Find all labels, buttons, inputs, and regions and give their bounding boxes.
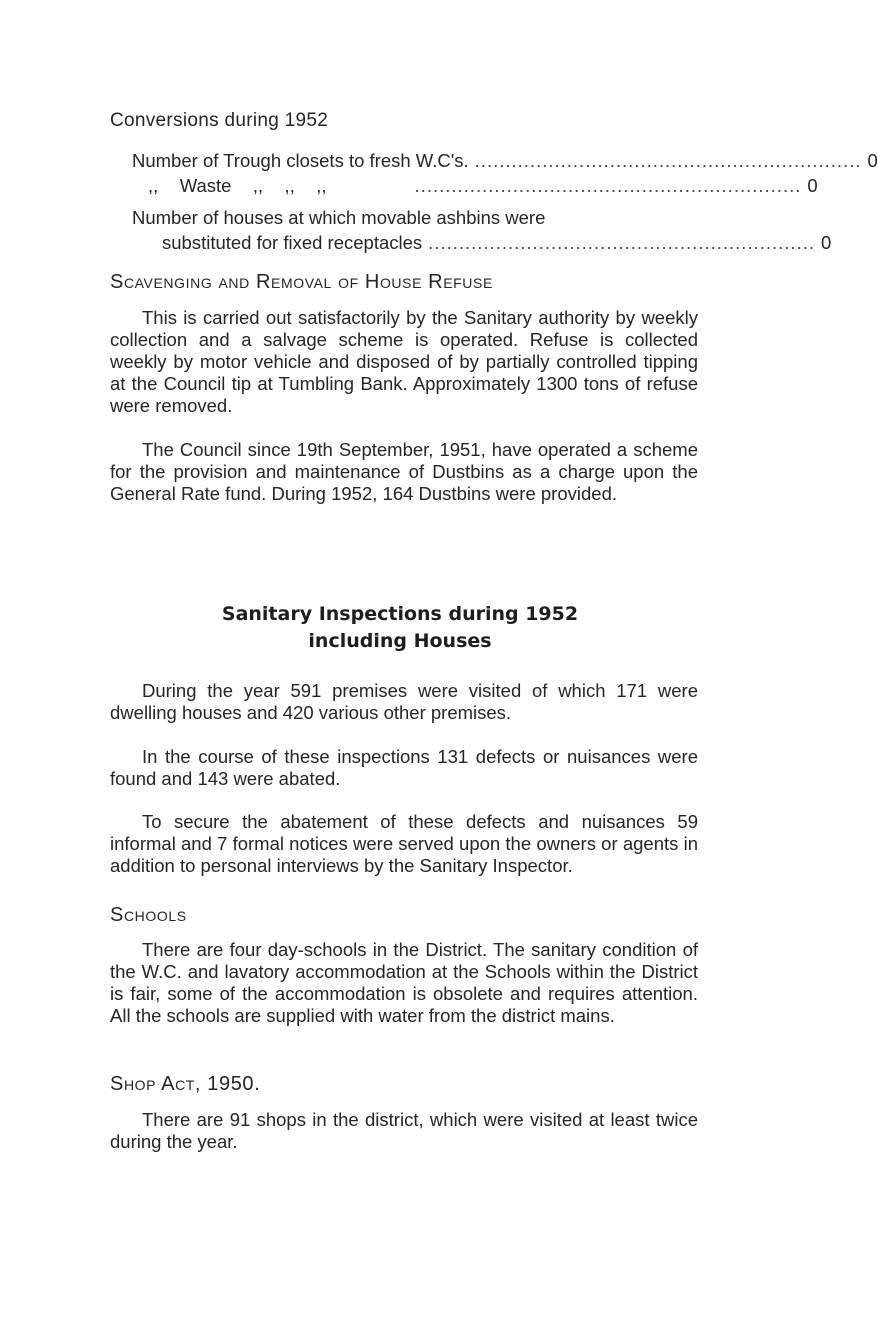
trough-closets-label: Number of Trough closets to fresh W.C's. [132,150,469,171]
trough-closets-value: 0 [867,150,878,171]
scavenging-paragraph-2: The Council since 19th September, 1951, have operated a scheme for the provision and maintenance of Dustbins as a charge upon the General Rate fund. During 1952, 164 Dustbins were provided. [110,439,698,504]
trough-closets-row [132,150,878,172]
shop-act-heading: Shop Act, 1950. [110,1073,261,1095]
leader-dots: ............................................................... [414,175,802,196]
waste-closets-label: ,, Waste ,, ,, ,, [148,175,327,196]
inspections-title-line-2: including Houses [308,630,492,652]
waste-closets-row [148,175,818,197]
ashbins-row [162,232,832,254]
inspections-title-line-1: Sanitary Inspections during 1952 [221,603,579,625]
ashbins-label: substituted for fixed receptacles [162,232,423,253]
leader-dots: ............................................................... [474,150,862,171]
inspections-paragraph-1: During the year 591 premises were visited of which 171 were dwelling houses and 420 various other premises. [110,680,698,723]
inspections-paragraph-3: To secure the abatement of these defects and nuisances 59 informal and 7 formal notices were served upon the owners or agents in addition to personal interviews by the Sanitary Inspector. [110,811,698,876]
scavenging-paragraph-1: This is carried out satisfactorily by the Sanitary authority by weekly collection and a salvage scheme is operated. Refuse is collected weekly by motor vehicle and disposed of by partially controlled tipping at the Council tip at Tumbling Bank. Approximately 1300 tons of refuse were removed. [110,307,698,416]
ashbins-line-1: Number of houses at which movable ashbins were [132,207,546,228]
scavenging-heading: Scavenging and Removal of House Refuse [110,271,493,293]
ashbins-value: 0 [821,232,832,253]
schools-heading: Schools [110,904,187,926]
leader-dots: ............................................................... [428,232,815,253]
conversions-heading: Conversions during 1952 [110,110,329,131]
waste-closets-value: 0 [807,175,818,196]
inspections-paragraph-2: In the course of these inspections 131 defects or nuisances were found and 143 were abated. [110,746,698,789]
shop-act-paragraph: There are 91 shops in the district, which were visited at least twice during the year. [110,1109,698,1152]
schools-paragraph: There are four day-schools in the District. The sanitary condition of the W.C. and lavatory accommodation at the Schools within the District is fair, some of the accommodation is obsolete and requires attention. All the schools are supplied with water from the district mains. [110,939,698,1026]
